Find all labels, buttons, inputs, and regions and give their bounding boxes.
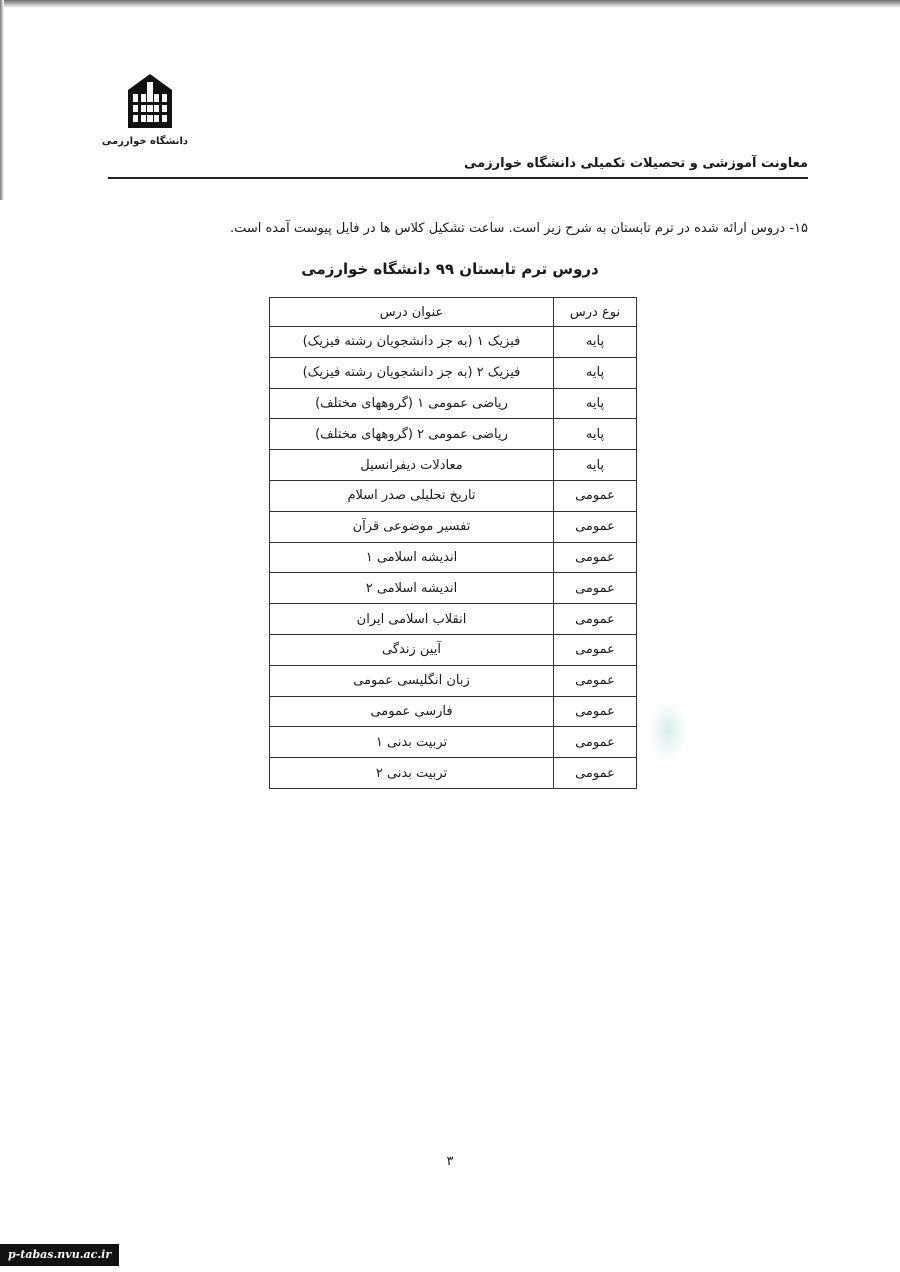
site-watermark: p-tabas.nvu.ac.ir xyxy=(0,1244,119,1266)
faint-stamp-mark xyxy=(648,700,688,762)
course-title-cell: اندیشه اسلامی ۲ xyxy=(270,573,554,604)
table-row xyxy=(270,511,637,542)
course-type-cell: عمومی xyxy=(554,480,637,511)
header-title: معاونت آموزشی و تحصیلات تکمیلی دانشگاه خوارزمی xyxy=(463,156,808,171)
header-course-type: نوع درس xyxy=(554,298,637,327)
table-row xyxy=(270,450,637,481)
course-title-cell: تربیت بدنی ۲ xyxy=(270,758,554,789)
university-emblem-icon xyxy=(124,72,176,130)
header-divider xyxy=(108,177,808,179)
scan-edge-top xyxy=(0,0,900,8)
table-row xyxy=(270,665,637,696)
course-type-cell: پایه xyxy=(554,327,637,358)
course-title-cell: تربیت بدنی ۱ xyxy=(270,727,554,758)
table-row xyxy=(270,419,637,450)
course-title-cell: زبان انگلیسی عمومی xyxy=(270,665,554,696)
course-type-cell: پایه xyxy=(554,388,637,419)
course-title-cell: فارسی عمومی xyxy=(270,696,554,727)
course-type-cell: عمومی xyxy=(554,573,637,604)
table-row xyxy=(270,327,637,358)
table-row xyxy=(270,727,637,758)
course-type-cell: عمومی xyxy=(554,542,637,573)
header-course-title: عنوان درس xyxy=(270,298,554,327)
course-title-cell: اندیشه اسلامی ۱ xyxy=(270,542,554,573)
course-type-cell: پایه xyxy=(554,419,637,450)
table-row xyxy=(270,480,637,511)
logo-caption: دانشگاه خوارزمی xyxy=(101,136,188,147)
course-type-cell: عمومی xyxy=(554,634,637,665)
course-title-cell: تفسیر موضوعی قرآن xyxy=(270,511,554,542)
course-type-cell: عمومی xyxy=(554,604,637,635)
intro-paragraph: ۱۵- دروس ارائه شده در ترم تابستان به شرح زیر است. ساعت تشکیل کلاس ها در فایل پیوست آمده است. xyxy=(229,221,808,236)
course-title-cell: تاریخ تحلیلی صدر اسلام xyxy=(270,480,554,511)
course-title-cell: فیزیک ۲ (به جز دانشجویان رشته فیزیک) xyxy=(270,357,554,388)
courses-table xyxy=(269,297,637,789)
university-logo xyxy=(101,72,188,164)
table-row xyxy=(270,604,637,635)
course-type-cell: عمومی xyxy=(554,696,637,727)
course-title-cell: آیین زندگی xyxy=(270,634,554,665)
table-header-row xyxy=(270,298,637,327)
course-title-cell: ریاضی عمومی ۲ (گروههای مختلف) xyxy=(270,419,554,450)
scan-edge-left xyxy=(0,0,4,200)
course-title-cell: ریاضی عمومی ۱ (گروههای مختلف) xyxy=(270,388,554,419)
course-type-cell: پایه xyxy=(554,450,637,481)
course-type-cell: عمومی xyxy=(554,758,637,789)
table-row xyxy=(270,696,637,727)
course-type-cell: عمومی xyxy=(554,727,637,758)
course-type-cell: عمومی xyxy=(554,511,637,542)
table-row xyxy=(270,634,637,665)
course-title-cell: انقلاب اسلامی ایران xyxy=(270,604,554,635)
course-type-cell: پایه xyxy=(554,357,637,388)
table-row xyxy=(270,357,637,388)
course-type-cell: عمومی xyxy=(554,665,637,696)
table-row xyxy=(270,388,637,419)
table-row xyxy=(270,542,637,573)
course-title-cell: معادلات دیفرانسیل xyxy=(270,450,554,481)
table-row xyxy=(270,573,637,604)
page-number: ۳ xyxy=(446,1154,454,1169)
course-title-cell: فیزیک ۱ (به جز دانشجویان رشته فیزیک) xyxy=(270,327,554,358)
table-row xyxy=(270,758,637,789)
table-title: دروس ترم تابستان ۹۹ دانشگاه خوارزمی xyxy=(301,260,599,278)
